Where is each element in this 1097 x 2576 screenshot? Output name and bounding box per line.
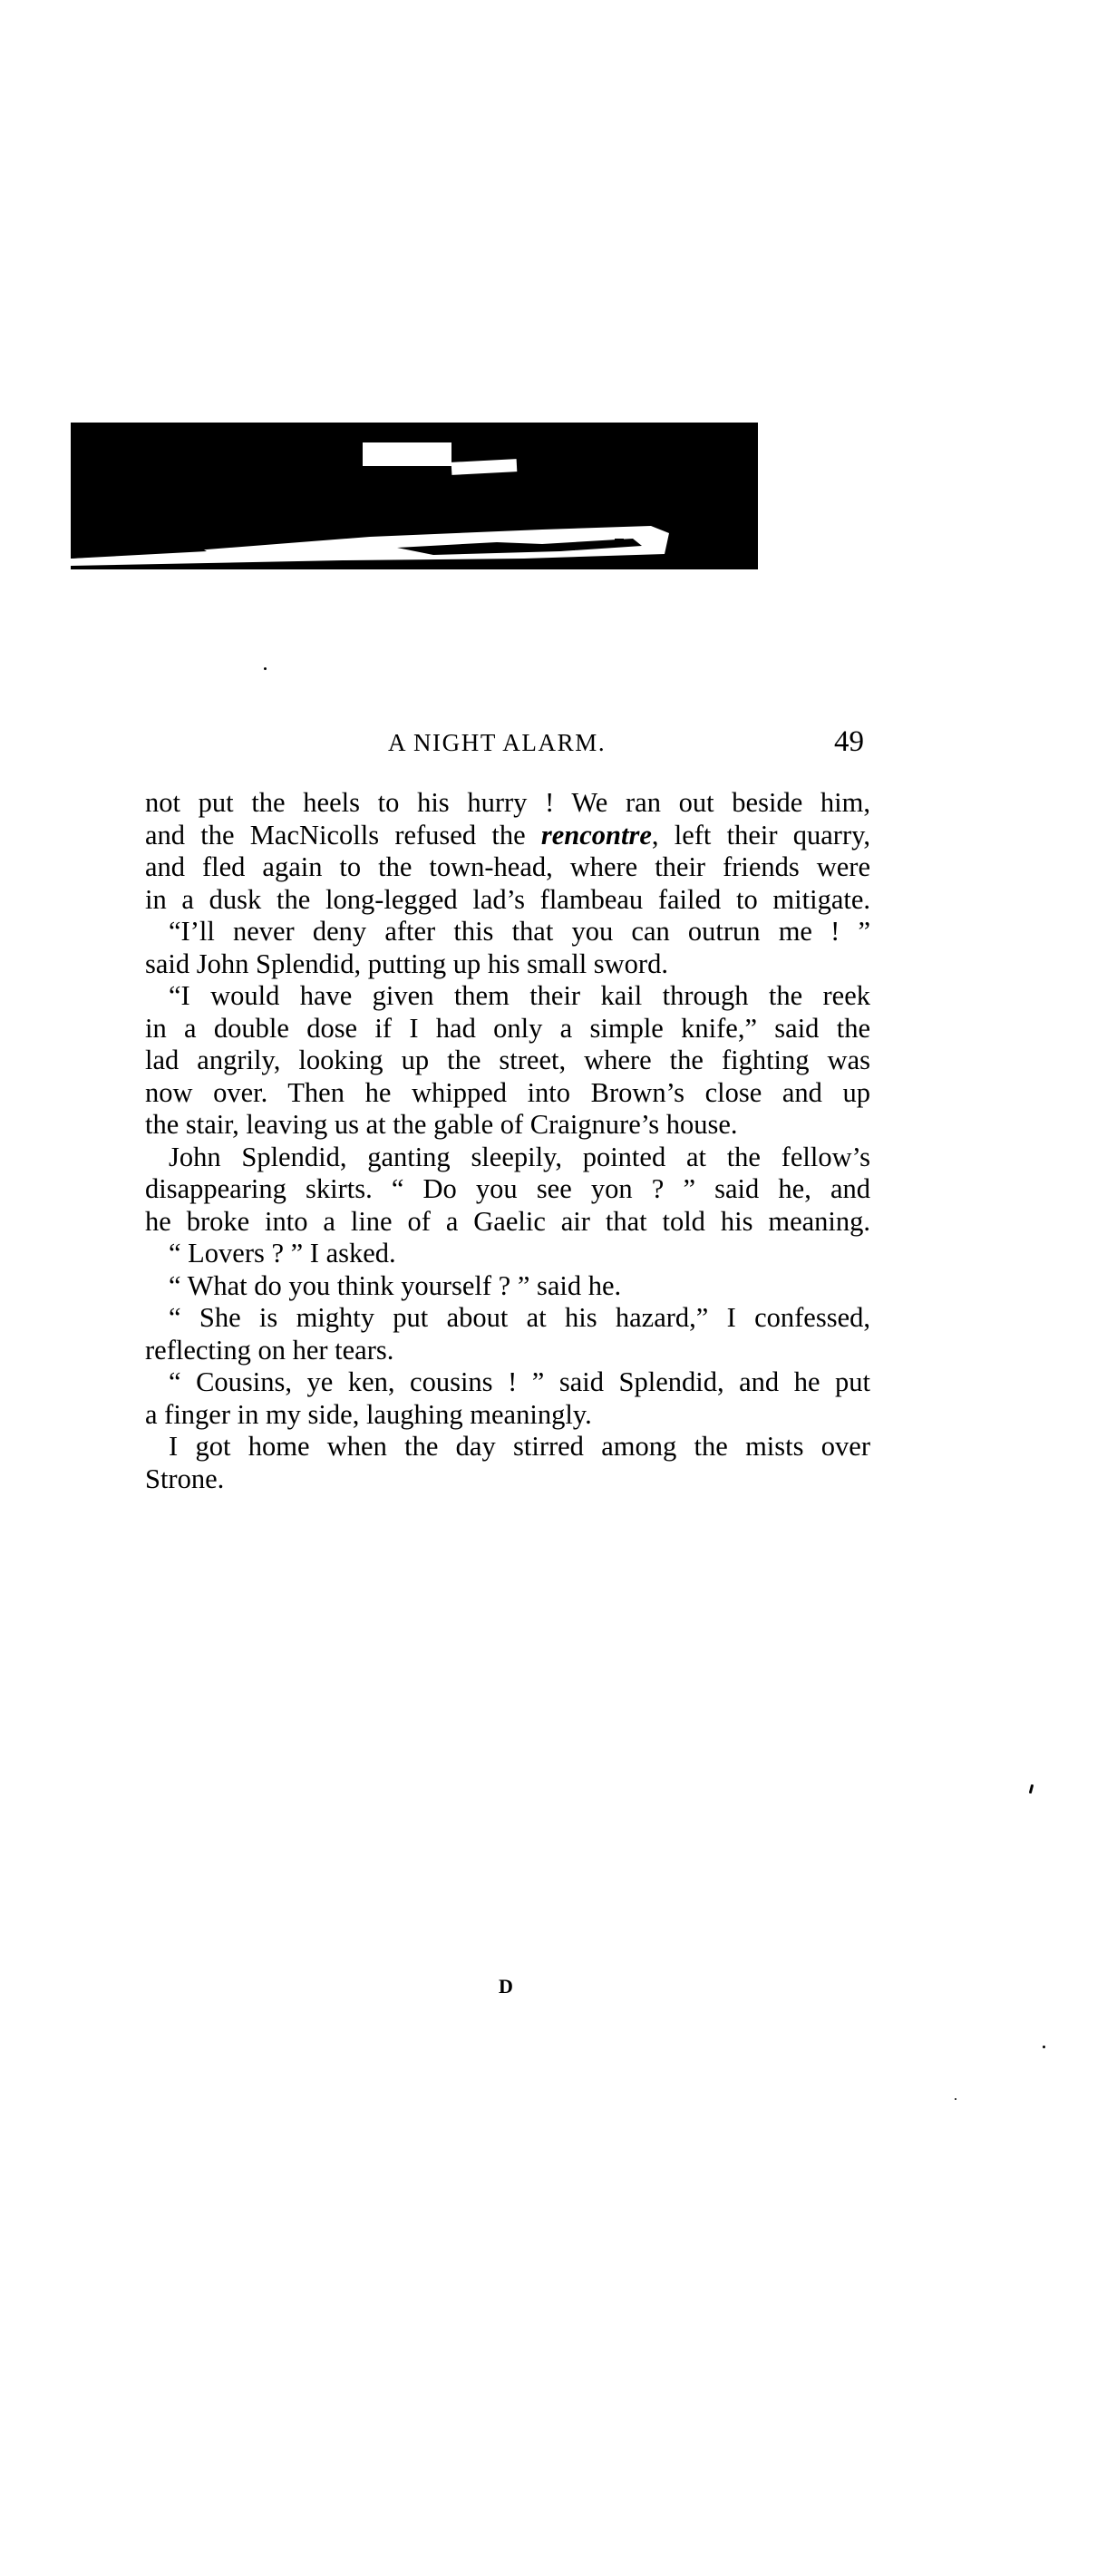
body-line: now over. Then he whipped into Brown’s close and up	[145, 1076, 870, 1108]
body-line: not put the heels to his hurry ! We ran out beside him,	[145, 787, 870, 818]
body-line: said John Splendid, putting up his small sword.	[145, 948, 668, 979]
page-number: 49	[834, 725, 864, 758]
body-line: “I’ll never deny after this that you can outrun me ! ”	[169, 916, 870, 947]
scan-speck	[1043, 2046, 1045, 2048]
scan-speck	[264, 667, 267, 670]
body-text	[145, 787, 870, 1495]
body-line: Strone.	[145, 1463, 225, 1494]
body-line-text: and the MacNicolls refused the	[145, 819, 541, 851]
body-line: “I would have given them their kail through the reek	[169, 980, 870, 1011]
body-line: John Splendid, ganting sleepily, pointed at the fellow’s	[169, 1141, 870, 1172]
scan-speck	[955, 2098, 956, 2100]
running-head	[145, 725, 870, 762]
body-line: I got home when the day stirred among the mists over	[169, 1431, 870, 1462]
body-line: “ What do you think yourself ? ” said he.	[169, 1269, 622, 1301]
body-line-text: , left their quarry,	[651, 819, 871, 851]
body-line: reflecting on her tears.	[145, 1334, 394, 1366]
body-line	[145, 820, 870, 852]
body-line: in a dusk the long-legged lad’s flambeau failed to mitigate.	[145, 883, 870, 915]
running-title: A NIGHT ALARM.	[388, 729, 607, 756]
body-line: in a double dose if I had only a simple knife,” said the	[145, 1012, 870, 1044]
body-line: and fled again to the town-head, where their friends were	[145, 851, 870, 882]
body-line: “ Cousins, ye ken, cousins ! ” said Splendid, and he put	[169, 1366, 870, 1397]
body-line: he broke into a line of a Gaelic air that told his meaning.	[145, 1205, 870, 1237]
body-line: “ She is mighty put about at his hazard,” I confessed,	[169, 1302, 870, 1333]
body-line: disappearing skirts. “ Do you see yon ? ” said he, and	[145, 1173, 870, 1204]
body-line: a finger in my side, laughing meaningly.	[145, 1398, 592, 1430]
body-line: “ Lovers ? ” I asked.	[169, 1238, 396, 1269]
body-line: the stair, leaving us at the gable of Craignure’s house.	[145, 1109, 738, 1140]
scan-artifact-block	[71, 423, 758, 569]
italic-word: rencontre	[540, 819, 652, 851]
signature-mark: D	[499, 1975, 513, 1998]
body-line: lad angrily, looking up the street, where the fighting was	[145, 1045, 870, 1075]
scan-artifact-shapes	[71, 423, 758, 569]
scan-speck	[1029, 1784, 1034, 1793]
